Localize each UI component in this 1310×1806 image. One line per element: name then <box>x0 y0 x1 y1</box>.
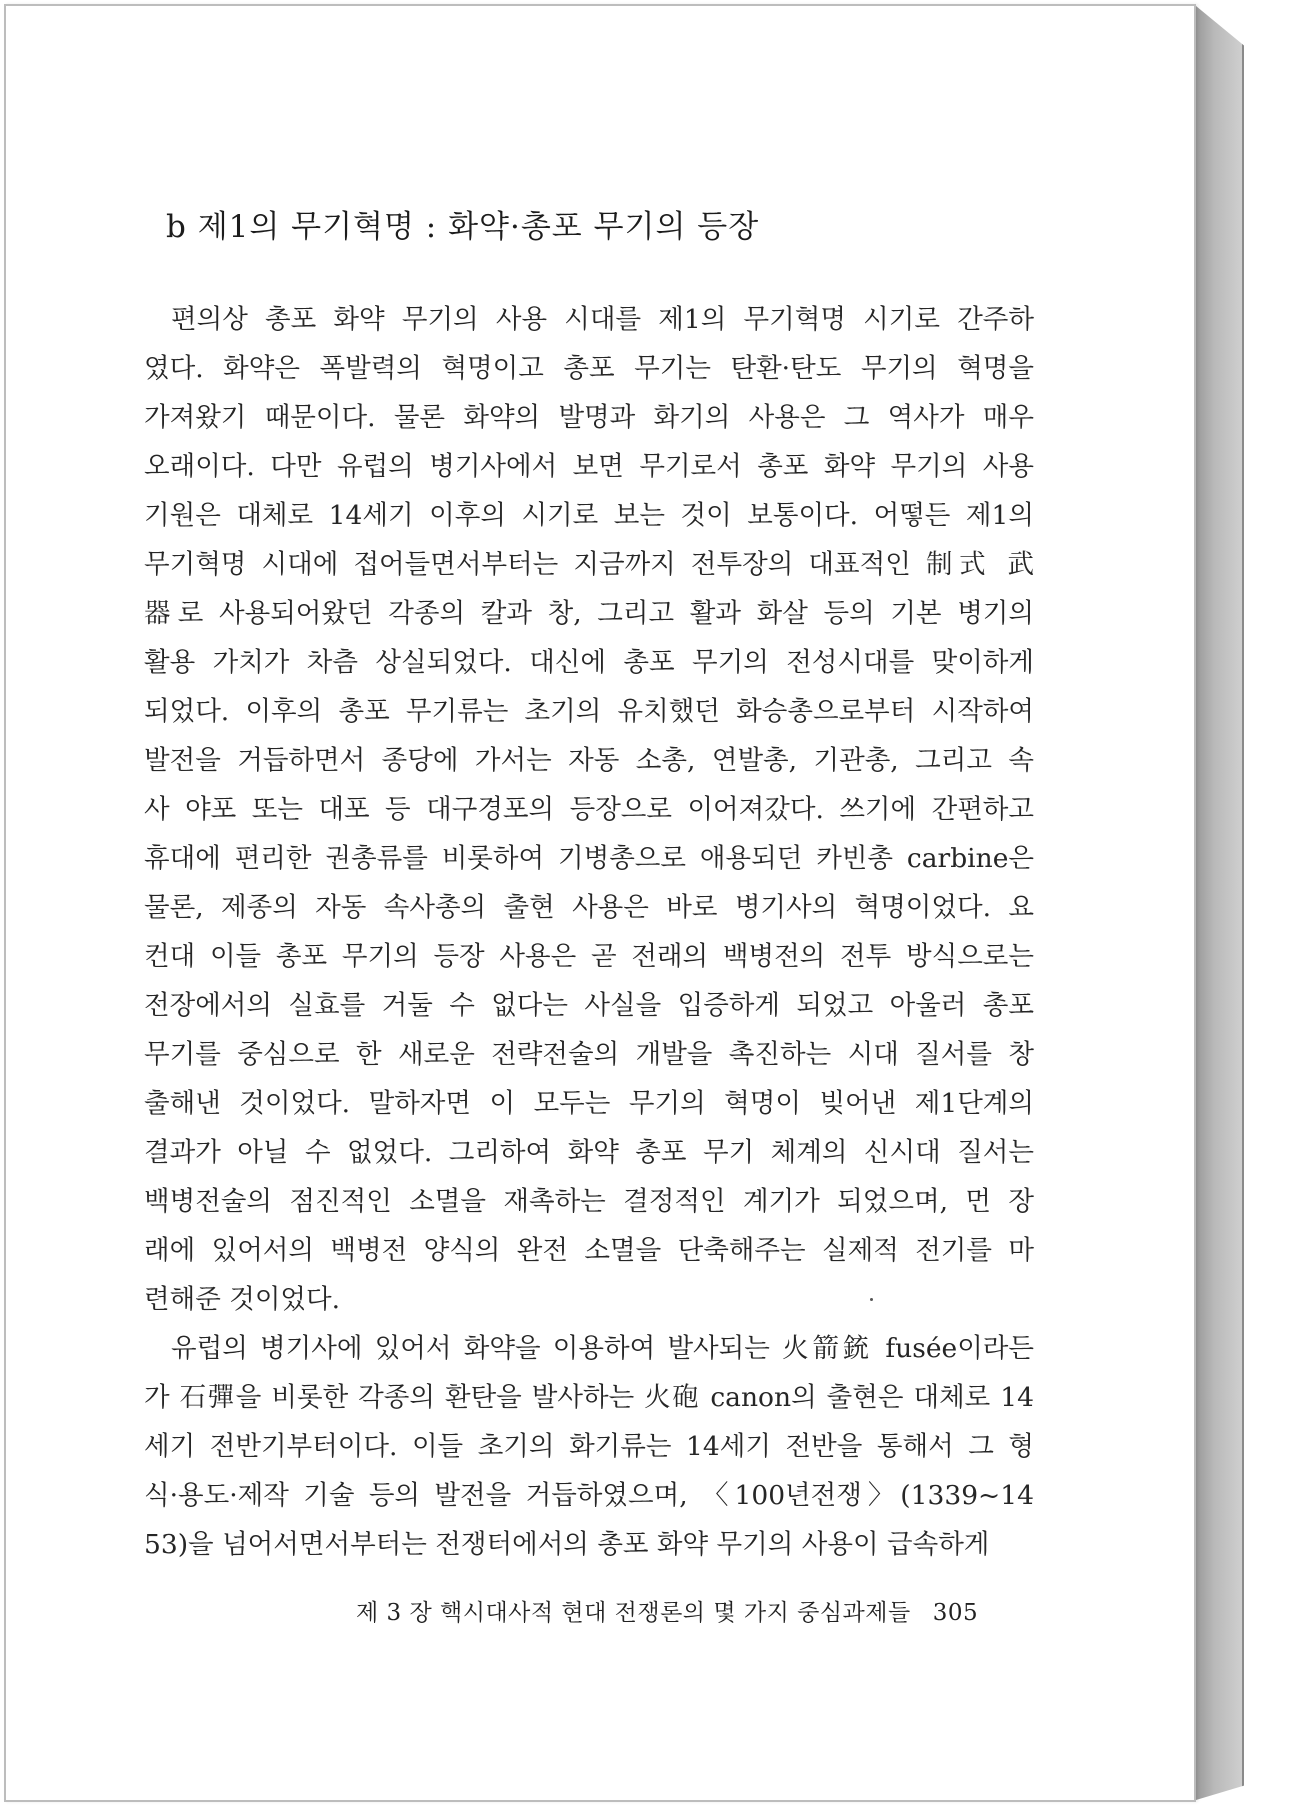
text-line: 가져왔기 때문이다. 물론 화약의 발명과 화기의 사용은 그 역사가 매우 <box>144 402 1034 433</box>
text-line: 결과가 아닐 수 없었다. 그리하여 화약 총포 무기 체계의 신시대 질서는 <box>144 1137 1034 1168</box>
text-line: 세기 전반기부터이다. 이들 초기의 화기류는 14세기 전반을 통해서 그 형 <box>144 1431 1034 1462</box>
paragraph-1 <box>144 295 1034 1324</box>
text-line: 무기를 중심으로 한 새로운 전략전술의 개발을 촉진하는 시대 질서를 창 <box>144 1039 1034 1070</box>
text-line: 물론, 제종의 자동 속사총의 출현 사용은 바로 병기사의 혁명이었다. 요 <box>144 892 1034 923</box>
text-line: 기원은 대체로 14세기 이후의 시기로 보는 것이 보통이다. 어떻든 제1의 <box>144 500 1034 531</box>
text-line: 래에 있어서의 백병전 양식의 완전 소멸을 단축해주는 실제적 전기를 마 <box>144 1235 1034 1266</box>
text-line: 전장에서의 실효를 거둘 수 없다는 사실을 입증하게 되었고 아울러 총포 <box>144 990 1034 1021</box>
text-line: 백병전술의 점진적인 소멸을 재촉하는 결정적인 계기가 되었으며, 먼 장 <box>144 1186 1034 1217</box>
text-line: 였다. 화약은 폭발력의 혁명이고 총포 무기는 탄환·탄도 무기의 혁명을 <box>144 353 1034 384</box>
text-line: 컨대 이들 총포 무기의 등장 사용은 곧 전래의 백병전의 전투 방식으로는 <box>144 941 1034 972</box>
text-line: 식·용도·제작 기술 등의 발전을 거듭하였으며, 〈100년전쟁〉(1339~14 <box>144 1480 1034 1511</box>
text-line: 유럽의 병기사에 있어서 화약을 이용하여 발사되는 火箭銃 fusée이라든 <box>171 1333 1034 1364</box>
text-line: 器로 사용되어왔던 각종의 칼과 창, 그리고 활과 화살 등의 기본 병기의 <box>144 598 1034 629</box>
text-line: 53)을 넘어서면서부터는 전쟁터에서의 총포 화약 무기의 사용이 급속하게 <box>144 1529 990 1560</box>
text-line: 휴대에 편리한 권총류를 비롯하여 기병총으로 애용되던 카빈총 carbine은 <box>144 843 1034 874</box>
section-heading: b 제1의 무기혁명 : 화약·총포 무기의 등장 <box>166 209 760 245</box>
text-line: 발전을 거듭하면서 종당에 가서는 자동 소총, 연발총, 기관총, 그리고 속 <box>144 745 1034 776</box>
paragraph-2 <box>144 1324 1034 1569</box>
text-line: 무기혁명 시대에 접어들면서부터는 지금까지 전투장의 대표적인 制式 武 <box>144 549 1034 580</box>
page <box>4 4 1196 1802</box>
text-line: 사 야포 또는 대포 등 대구경포의 등장으로 이어져갔다. 쓰기에 간편하고 <box>144 794 1034 825</box>
text-line: 되었다. 이후의 총포 무기류는 초기의 유치했던 화승총으로부터 시작하여 <box>144 696 1034 727</box>
body-text <box>144 295 1034 1569</box>
text-line: 출해낸 것이었다. 말하자면 이 모두는 무기의 혁명이 빚어낸 제1단계의 <box>144 1088 1034 1119</box>
page-footer <box>356 1594 978 1627</box>
ink-speck <box>870 1298 873 1301</box>
text-line: 오래이다. 다만 유럽의 병기사에서 보면 무기로서 총포 화약 무기의 사용 <box>144 451 1034 482</box>
text-line: 편의상 총포 화약 무기의 사용 시대를 제1의 무기혁명 시기로 간주하 <box>171 304 1034 335</box>
chapter-title: 제 3 장 핵시대사적 현대 전쟁론의 몇 가지 중심과제들 <box>356 1600 911 1626</box>
text-line: 활용 가치가 차츰 상실되었다. 대신에 총포 무기의 전성시대를 맞이하게 <box>144 647 1034 678</box>
page-number: 305 <box>932 1600 979 1626</box>
page-stack-edge <box>1196 6 1244 1800</box>
text-line: 가 石彈을 비롯한 각종의 환탄을 발사하는 火砲 canon의 출현은 대체로 14 <box>144 1382 1034 1413</box>
text-line: 련해준 것이었다. <box>144 1284 341 1315</box>
